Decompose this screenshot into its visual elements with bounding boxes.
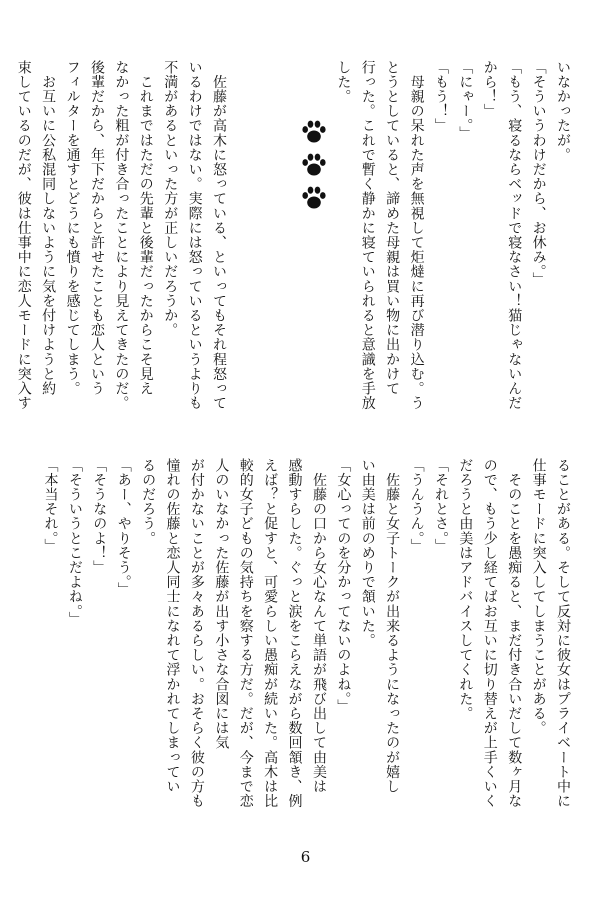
- text-line: 「もう、寝るならベッドで寝なさい！猫じゃないんだ: [506, 60, 523, 411]
- text-line: 佐藤と女子トークが出来るようになったのが嬉し: [384, 458, 401, 794]
- paw-print-icon: [301, 120, 327, 144]
- text-line: 佐藤の口から女心なんて単語が飛び出して由美は: [310, 458, 327, 794]
- text-line: 感動すらした。ぐっと涙をこらえながら数回頷き、例: [286, 458, 303, 809]
- text-line: 束しているのだが、彼は仕事中に恋人モードに突入す: [15, 60, 32, 411]
- scene-break-ornament: [292, 120, 336, 216]
- text-line: 「うんうん。」: [408, 458, 425, 554]
- text-line: 「にゃー。」: [457, 60, 474, 141]
- text-line: 仕事モードに突入してしまうことがある。: [530, 458, 547, 736]
- text-column-bottom: [38, 458, 575, 848]
- paw-print-icon: [301, 186, 327, 210]
- text-line: ることがある。そして反対に彼女はプライベート中に: [555, 458, 571, 809]
- text-line: 後輩だから、年下だからと許せたことも恋人という: [88, 60, 105, 396]
- text-line: 「そうなのよ！」: [91, 458, 108, 575]
- text-line: い由美は前のめりで頷いた。: [359, 458, 376, 648]
- text-line: 「それとさ。」: [432, 458, 449, 554]
- text-line: 「女心ってのを分かってないのよね。」: [335, 458, 352, 714]
- text-line: そのことを愚痴ると、まだ付き合いだして数ヶ月な: [506, 458, 523, 809]
- text-line: 人のいなかった佐藤が出す小さな合図には気: [213, 458, 230, 750]
- text-line: だろうと由美はアドバイスしてくれた。: [457, 458, 474, 721]
- text-column-top-right: [331, 60, 575, 440]
- text-line: 「そういうわけだから、お休み。」: [530, 60, 547, 287]
- text-line: いるわけではない。実際には怒っているというよりも: [186, 60, 203, 411]
- text-column-top-left: [11, 60, 231, 440]
- text-line: えば？と促すと、可愛らしい愚痴が続いた。高木は比: [262, 458, 279, 809]
- text-line: 行った。これで暫く静かに寝ていられると意識を手放: [359, 60, 376, 411]
- text-line: なかった粗が付き合ったことにより見えてきたのだ。: [113, 60, 130, 411]
- text-line: 不満があるといった方が正しいだろうか。: [162, 60, 179, 338]
- text-line: これまではただの先輩と後輩だったからこそ見え: [137, 60, 154, 396]
- text-line: 佐藤が高木に怒っている、といってもそれ程怒って: [211, 60, 227, 411]
- text-line: フィルターを通すとどうにも憤りを感じてしまう。: [64, 60, 81, 396]
- text-line: いなかったが。: [555, 60, 571, 163]
- text-line: 憧れの佐藤と恋人同士になれて浮かれてしまってい: [164, 458, 181, 794]
- text-line: 「もう！」: [432, 60, 449, 133]
- text-line: 「本当それ。」: [42, 458, 59, 554]
- text-line: 母親の呆れた声を無視して炬燵に再び潜り込む。う: [408, 60, 425, 411]
- paw-print-icon: [301, 153, 327, 177]
- text-line: 「そういうとこだよね。」: [66, 458, 83, 627]
- text-line: ので、もう少し経てばお互いに切り替えが上手くいく: [481, 458, 498, 809]
- text-line: から！」: [481, 60, 498, 119]
- text-line: した。: [335, 60, 352, 104]
- page-number: 6: [300, 848, 311, 866]
- text-line: とうとしていると、諦めた母親は買い物に出かけて: [384, 60, 401, 396]
- text-line: 較的女子どもの気持ちを察する方だ。だが、今まで恋: [237, 458, 254, 809]
- text-line: るのだろう。: [140, 458, 157, 546]
- text-line: が付かないことが多々あるらしい。おそらく彼の方も: [188, 458, 205, 809]
- text-line: 「あー、やりそう。」: [115, 458, 132, 597]
- text-line: お互いに公私混同しないように気を付けようと約: [40, 60, 57, 396]
